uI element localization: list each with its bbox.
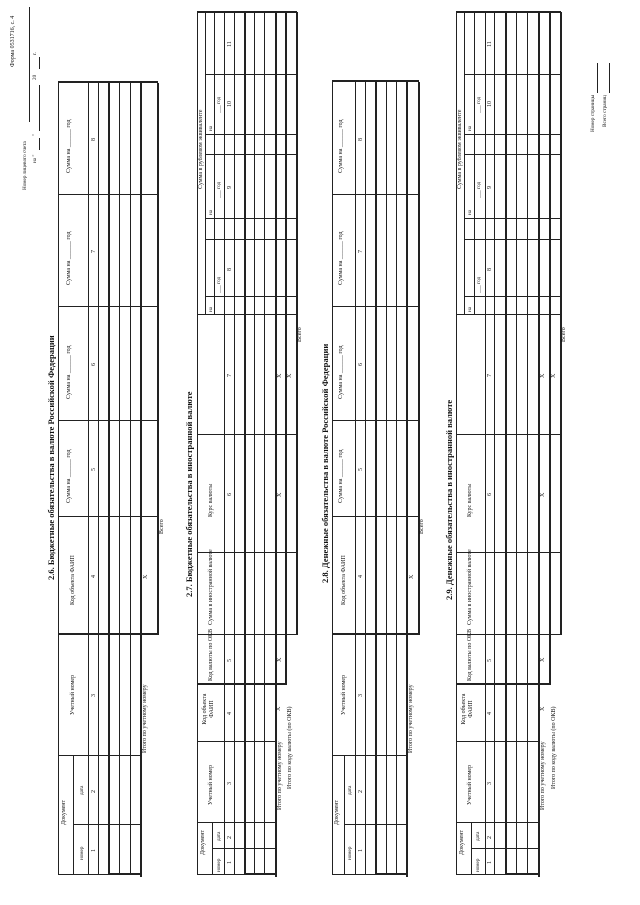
col-currency-code-header: Код валюты по ОКВ [208,628,214,681]
col-num-6: 6 [227,493,233,496]
col-num-10: 10 [227,101,233,107]
col-date-header: дата [216,831,222,841]
total-pages-field[interactable] [609,63,610,93]
col-date-header: дата [347,785,353,795]
col-sum-header-7: Сумма на ______ год [338,231,344,285]
col-sum-header-7: Сумма на ______ год [66,231,72,285]
section-2-6-title: 2.6. Бюджетные обязательства в валюте Российской Федерации [46,335,56,580]
col-sum-header-5: Сумма на ______ год [338,449,344,503]
col-num-3: 3 [91,694,97,697]
col-num-8: 8 [358,138,364,141]
grand-total-label: Всего [159,519,165,534]
col-num-9: 9 [487,186,493,189]
col-num-6: 6 [487,493,493,496]
col-num-8: 8 [487,268,493,271]
x-mark: X [540,657,546,662]
col-na-label: на [208,306,214,312]
total-by-account-label: Итого по учетному номеру [277,741,283,810]
x-mark: X [287,373,293,378]
date-month-field[interactable] [39,85,40,131]
x-mark: X [409,574,415,579]
col-currency-code-header: Код валюты по ОКВ [467,628,473,681]
col-na-label: на [467,306,473,312]
x-mark: X [540,492,546,497]
col-num-5: 5 [91,468,97,471]
col-num-6: 6 [91,363,97,366]
col-num-7: 7 [91,250,97,253]
col-num-2: 2 [227,836,233,839]
x-mark: X [540,706,546,711]
col-number-header: номер [216,858,222,872]
col-na-label: на [467,125,473,131]
col-sum-header-6: Сумма на ______ год [338,345,344,399]
col-year-label: ___ год [476,181,482,198]
col-account-header: Учетный номер [341,674,347,715]
col-document-header: Документ [459,829,465,855]
col-num-1: 1 [487,861,493,864]
col-number-header: номер [79,846,85,860]
col-year-label: ___ год [476,276,482,293]
x-mark: X [277,657,283,662]
col-num-5: 5 [358,468,364,471]
col-num-4: 4 [487,712,493,715]
date-year-field[interactable] [39,57,40,69]
col-num-6: 6 [358,363,364,366]
col-num-8: 8 [227,268,233,271]
col-na-label: на [467,209,473,215]
grand-total-label: Всего [297,327,303,342]
total-by-account-label: Итого по учетному номеру [540,741,546,810]
col-rate-header: Курс валюты [467,483,473,517]
col-document-header: Документ [200,829,206,855]
col-year-label: ___ год [216,181,222,198]
grand-total-label: Всего [561,327,567,342]
col-document-header: Документ [334,799,340,825]
date-year-prefix: 20 [32,74,38,80]
form-code: Форма 0531716, с. 4 [10,15,16,67]
col-num-5: 5 [487,659,493,662]
col-num-7: 7 [358,250,364,253]
col-num-7: 7 [227,374,233,377]
col-account-header: Учетный номер [467,764,473,805]
col-number-header: номер [475,858,481,872]
col-rub-equiv-header: Сумма в рублевом эквиваленте [457,109,463,189]
col-num-2: 2 [91,790,97,793]
col-faip-header: Код объекта ФАИП [202,693,215,725]
col-na-label: на [208,125,214,131]
total-by-account-label: Итого по учетному номеру [142,684,148,753]
col-num-3: 3 [358,694,364,697]
col-num-9: 9 [227,186,233,189]
total-by-currency-label: Итого по коду валюты (по ОКВ) [551,706,557,789]
col-num-10: 10 [487,101,493,107]
col-foreign-sum-header: Сумма в иностранной валюте [467,549,473,625]
col-year-label: ___ год [216,96,222,113]
col-year-label: ___ год [476,96,482,113]
page-number-label: Номер страницы [590,94,596,132]
col-sum-header-8: Сумма на ______ год [338,119,344,173]
x-mark: X [540,373,546,378]
col-number-header: номер [347,846,353,860]
col-num-11: 11 [487,41,493,47]
col-sum-header-5: Сумма на ______ год [66,449,72,503]
col-num-2: 2 [358,790,364,793]
col-num-1: 1 [227,861,233,864]
col-num-5: 5 [227,659,233,662]
col-num-11: 11 [227,41,233,47]
col-document-header: Документ [61,799,67,825]
col-date-header: дата [475,831,481,841]
col-num-3: 3 [227,782,233,785]
col-rate-header: Курс валюты [208,483,214,517]
col-year-label: ___ год [216,276,222,293]
date-year-suffix: г. [32,52,38,55]
section-2-9-title: 2.9. Денежные обязательства в иностранной валюте [444,399,454,600]
x-mark: X [277,492,283,497]
date-day-field[interactable] [39,138,40,150]
col-num-4: 4 [91,575,97,578]
col-na-label: на [208,209,214,215]
col-num-2: 2 [487,836,493,839]
total-pages-label: Всего страниц [602,95,608,127]
col-num-1: 1 [91,849,97,852]
col-faip-header: Код объекта ФАИП [70,555,76,605]
page-number-field[interactable] [597,63,598,93]
col-date-header: дата [79,785,85,795]
col-num-7: 7 [487,374,493,377]
x-mark: X [551,373,557,378]
col-num-4: 4 [227,712,233,715]
col-foreign-sum-header: Сумма в иностранной валюте [208,549,214,625]
total-by-currency-label: Итого по коду валюты (по ОКВ) [287,706,293,789]
account-number-field[interactable] [29,7,30,122]
col-account-header: Учетный номер [208,764,214,805]
date-prefix: на " [32,154,38,163]
col-num-4: 4 [358,575,364,578]
col-rub-equiv-header: Сумма в рублевом эквиваленте [198,109,204,189]
section-2-7-title: 2.7. Бюджетные обязательства в иностранной валюте [184,391,194,597]
x-mark: X [277,373,283,378]
date-quote-close: " [32,133,38,136]
x-mark: X [276,706,282,711]
grand-total-label: Всего [419,519,425,534]
col-sum-header-6: Сумма на ______ год [66,345,72,399]
col-account-header: Учетный номер [70,674,76,715]
col-sum-header-8: Сумма на ______ год [66,119,72,173]
col-faip-header: Код объекта ФАИП [341,555,347,605]
x-mark: X [143,574,149,579]
total-by-account-label: Итого по учетному номеру [408,684,414,753]
account-number-label: Номер лицевого счета [22,141,28,190]
col-num-3: 3 [487,782,493,785]
col-faip-header: Код объекта ФАИП [461,693,474,725]
col-num-1: 1 [358,849,364,852]
col-num-8: 8 [91,138,97,141]
section-2-8-title: 2.8. Денежные обязательства в валюте Российской Федерации [320,343,330,583]
